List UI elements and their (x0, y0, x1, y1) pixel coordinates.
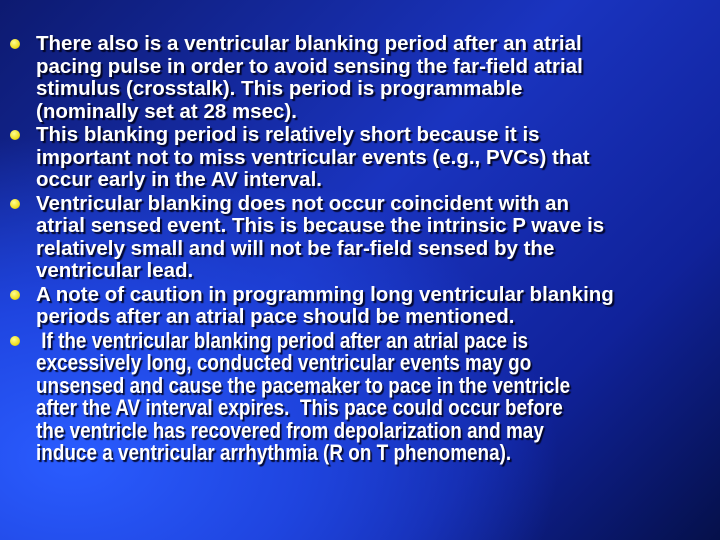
bullet-text-line: If the ventricular blanking period after an atrial pace is (36, 327, 529, 353)
bullet-text-line: This blanking period is relatively short because it is (36, 123, 540, 146)
bullet-dot-icon (10, 290, 20, 300)
bullet-text-line: induce a ventricular arrhythmia (R on T phenomena). (36, 440, 512, 465)
bullet-dot-icon (10, 130, 20, 140)
bullet-text-line: (nominally set at 28 msec). (36, 99, 297, 123)
bullet-text-line: important not to miss ventricular events (e.g., PVCs) that (36, 145, 590, 169)
bullet-item (0, 124, 720, 192)
bullet-text-line: unsensed and cause the pacemaker to pace in the ventricle (36, 372, 571, 398)
bullet-item (0, 284, 720, 329)
bullet-item (0, 33, 720, 123)
bullet-text-line: the ventricle has recovered from depolarization and may (36, 417, 544, 443)
bullet-text-line: after the AV interval expires. This pace could occur before (36, 395, 563, 420)
bullet-dot-icon (10, 39, 20, 49)
bullet-text-line: atrial sensed event. This is because the intrinsic P wave is (36, 214, 605, 237)
bullet-text-line: stimulus (crosstalk). This period is programmable (36, 77, 523, 100)
bullet-text-line: Ventricular blanking does not occur coincident with an (36, 191, 570, 215)
bullet-text-line: ventricular lead. (36, 259, 194, 282)
bullet-item (0, 327, 720, 465)
bullet-text-line: periods after an atrial pace should be mentioned. (36, 305, 515, 328)
bullet-text-line: A note of caution in programming long ventricular blanking (36, 282, 614, 306)
bullet-text-line: relatively small and will not be far-field sensed by the (36, 236, 555, 260)
bullet-text-line: excessively long, conducted ventricular events may go (36, 350, 532, 375)
bullet-text-line: There also is a ventricular blanking period after an atrial (36, 32, 582, 55)
bullet-text-line: pacing pulse in order to avoid sensing the far-field atrial (36, 54, 583, 78)
bullet-dot-icon (10, 336, 20, 346)
slide-body (0, 33, 720, 466)
bullet-text-line: occur early in the AV interval. (36, 168, 322, 191)
bullet-dot-icon (10, 199, 20, 209)
bullet-item (0, 193, 720, 283)
